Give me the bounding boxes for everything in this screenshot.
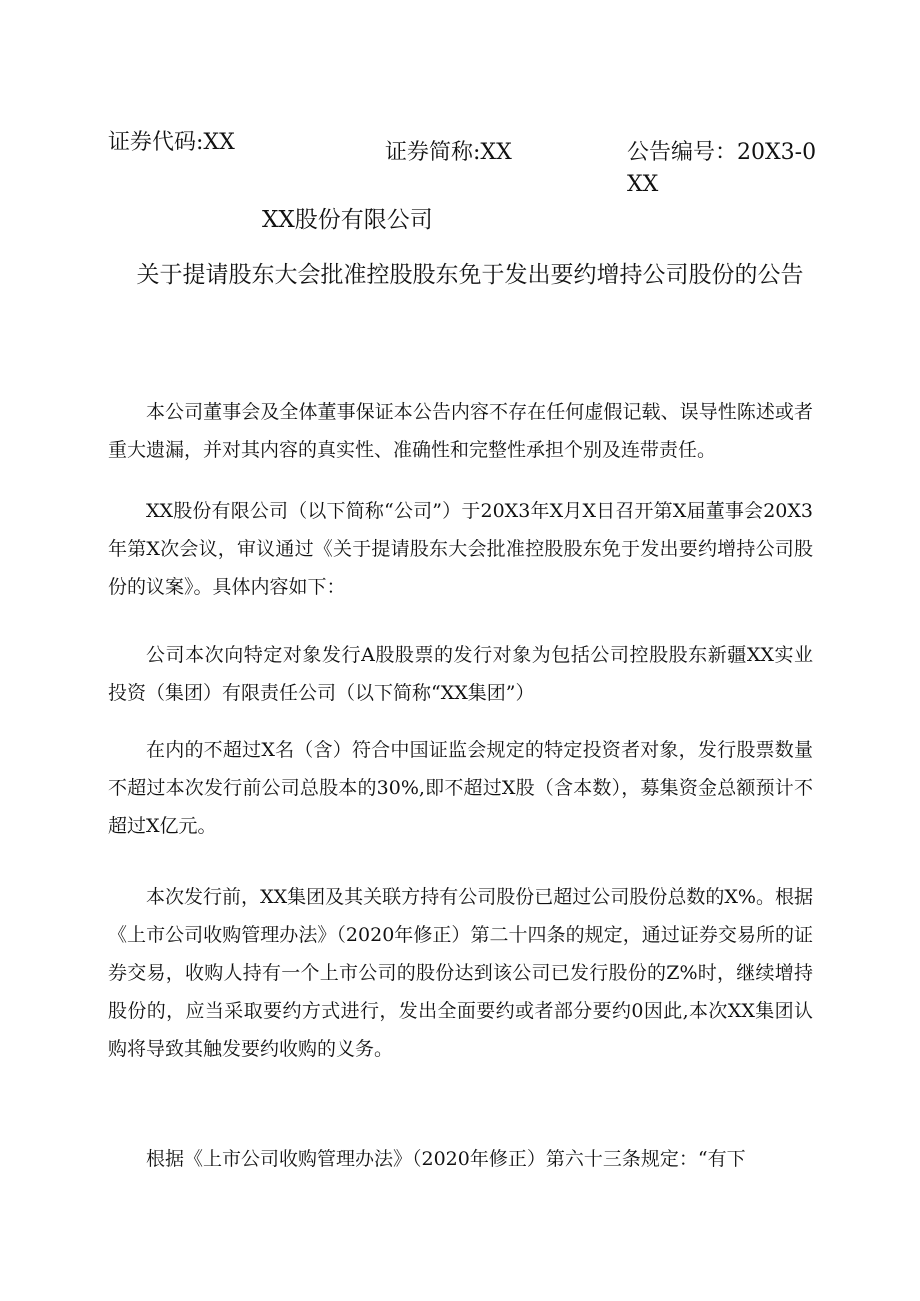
paragraph-regulation-article: 根据《上市公司收购管理办法》（2020年修正）第六十三条规定：“有下: [146, 1148, 746, 1170]
announcement-number: 公告编号：20X3-0XX: [627, 140, 817, 197]
paragraph-disclaimer: 本公司董事会及全体董事保证本公告内容不存在任何虚假记载、误导性陈述或者重大遗漏，并对其内容的真实性、准确性和完整性承担个别及连带责任。: [108, 401, 813, 461]
announcement-title: 关于提请股东大会批准控股股东免于发出要约增持公司股份的公告: [136, 262, 804, 288]
paragraph-issuance-target: 公司本次向特定对象发行A股股票的发行对象为包括公司控股股东新疆XX实业投资（集团）有限责任公司（以下简称“XX集团”）: [108, 644, 813, 704]
security-abbreviation: 证券简称:XX: [385, 140, 512, 165]
paragraph-tender-obligation: 本次发行前，XX集团及其关联方持有公司股份已超过公司股份总数的X%。根据《上市公司收购管理办法》（2020年修正）第二十四条的规定，通过证券交易所的证券交易，收购人持有一个上市公司的股份达到该公司已发行股份的Z%时，继续增持股份的，应当采取要约方式进行，发出全面要约或者部分要约0因此,本次XX集团认购将导致其触发要约收购的义务。: [108, 886, 813, 1060]
paragraph-issuance-scale: 在内的不超过X名（含）符合中国证监会规定的特定投资者对象，发行股票数量不超过本次发行前公司总股本的30%,即不超过X股（含本数），募集资金总额预计不超过X亿元。: [108, 739, 813, 837]
paragraph-board-meeting: XX股份有限公司（以下简称“公司”）于20X3年X月X日召开第X届董事会20X3年第X次会议，审议通过《关于提请股东大会批准控股股东免于发出要约增持公司股份的议案》。具体内容如下：: [108, 500, 813, 598]
company-name: XX股份有限公司: [262, 207, 433, 233]
security-code: 证券代码:XX: [108, 130, 235, 155]
